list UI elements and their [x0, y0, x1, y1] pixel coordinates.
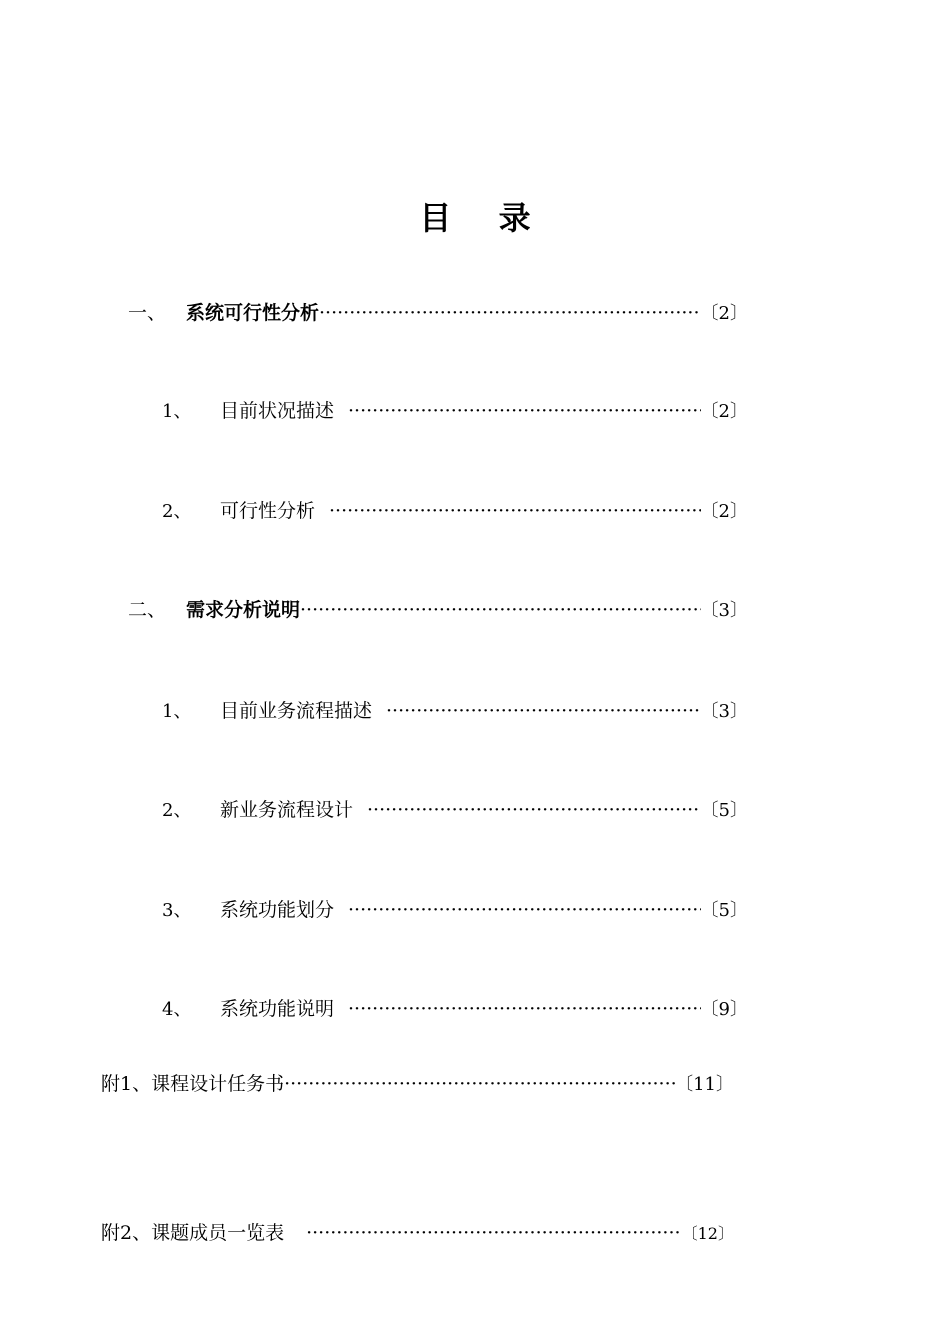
toc-entry-page: 〔5〕	[700, 900, 748, 921]
toc-entry-1-2[interactable]	[162, 498, 748, 524]
toc-entry-number: 3、	[162, 900, 192, 921]
dot-leader	[386, 698, 701, 724]
toc-entry-section-2[interactable]	[128, 597, 748, 623]
toc-entry-page: 〔5〕	[700, 800, 748, 821]
toc-entry-label: 系统功能划分	[220, 899, 335, 921]
toc-entry-2-2[interactable]	[162, 797, 748, 823]
toc-entry-label: 可行性分析	[220, 500, 316, 522]
toc-entry-page: 〔2〕	[700, 501, 748, 522]
toc-entry-number: 二、	[128, 599, 167, 621]
dot-leader	[319, 300, 701, 326]
dot-leader	[348, 897, 701, 923]
toc-entry-2-3[interactable]	[162, 897, 748, 923]
toc-entry-page: 〔11〕	[675, 1074, 734, 1095]
toc-entry-number: 一、	[128, 302, 167, 324]
dot-leader	[284, 1071, 675, 1097]
toc-entry-number: 2、	[162, 501, 192, 522]
toc-entry-number: 2、	[162, 800, 192, 821]
toc-entry-page: 〔3〕	[700, 600, 748, 621]
dot-leader	[348, 996, 701, 1022]
toc-entry-label: 目前状况描述	[220, 400, 335, 422]
toc-entry-label: 附1、课程设计任务书	[101, 1073, 285, 1095]
toc-entry-page: 〔2〕	[700, 401, 748, 422]
toc-entry-page: 〔9〕	[700, 999, 748, 1020]
toc-entry-number: 1、	[162, 401, 192, 422]
toc-entry-page: 〔12〕	[681, 1224, 734, 1243]
dot-leader	[329, 498, 701, 524]
toc-entry-section-1[interactable]	[128, 300, 748, 326]
toc-entry-2-1[interactable]	[162, 698, 748, 724]
toc-entry-page: 〔2〕	[700, 303, 748, 324]
toc-entry-label: 目前业务流程描述	[220, 700, 373, 722]
toc-entry-label: 新业务流程设计	[220, 799, 354, 821]
toc-entry-label: 系统可行性分析	[186, 302, 320, 324]
toc-entry-2-4[interactable]	[162, 996, 748, 1022]
dot-leader	[306, 1220, 682, 1246]
toc-entry-page: 〔3〕	[700, 701, 748, 722]
toc-entry-label: 系统功能说明	[220, 998, 335, 1020]
toc-entry-appendix-1[interactable]	[101, 1071, 734, 1097]
toc-entry-label: 附2、课题成员一览表	[101, 1222, 285, 1244]
toc-entry-number: 4、	[162, 999, 192, 1020]
toc-entry-1-1[interactable]	[162, 398, 748, 424]
dot-leader	[348, 398, 701, 424]
page-title: 目 录	[419, 199, 549, 237]
toc-entry-number: 1、	[162, 701, 192, 722]
toc-entry-label: 需求分析说明	[186, 599, 301, 621]
dot-leader	[300, 597, 701, 623]
toc-entry-appendix-2[interactable]	[101, 1220, 734, 1246]
dot-leader	[367, 797, 701, 823]
